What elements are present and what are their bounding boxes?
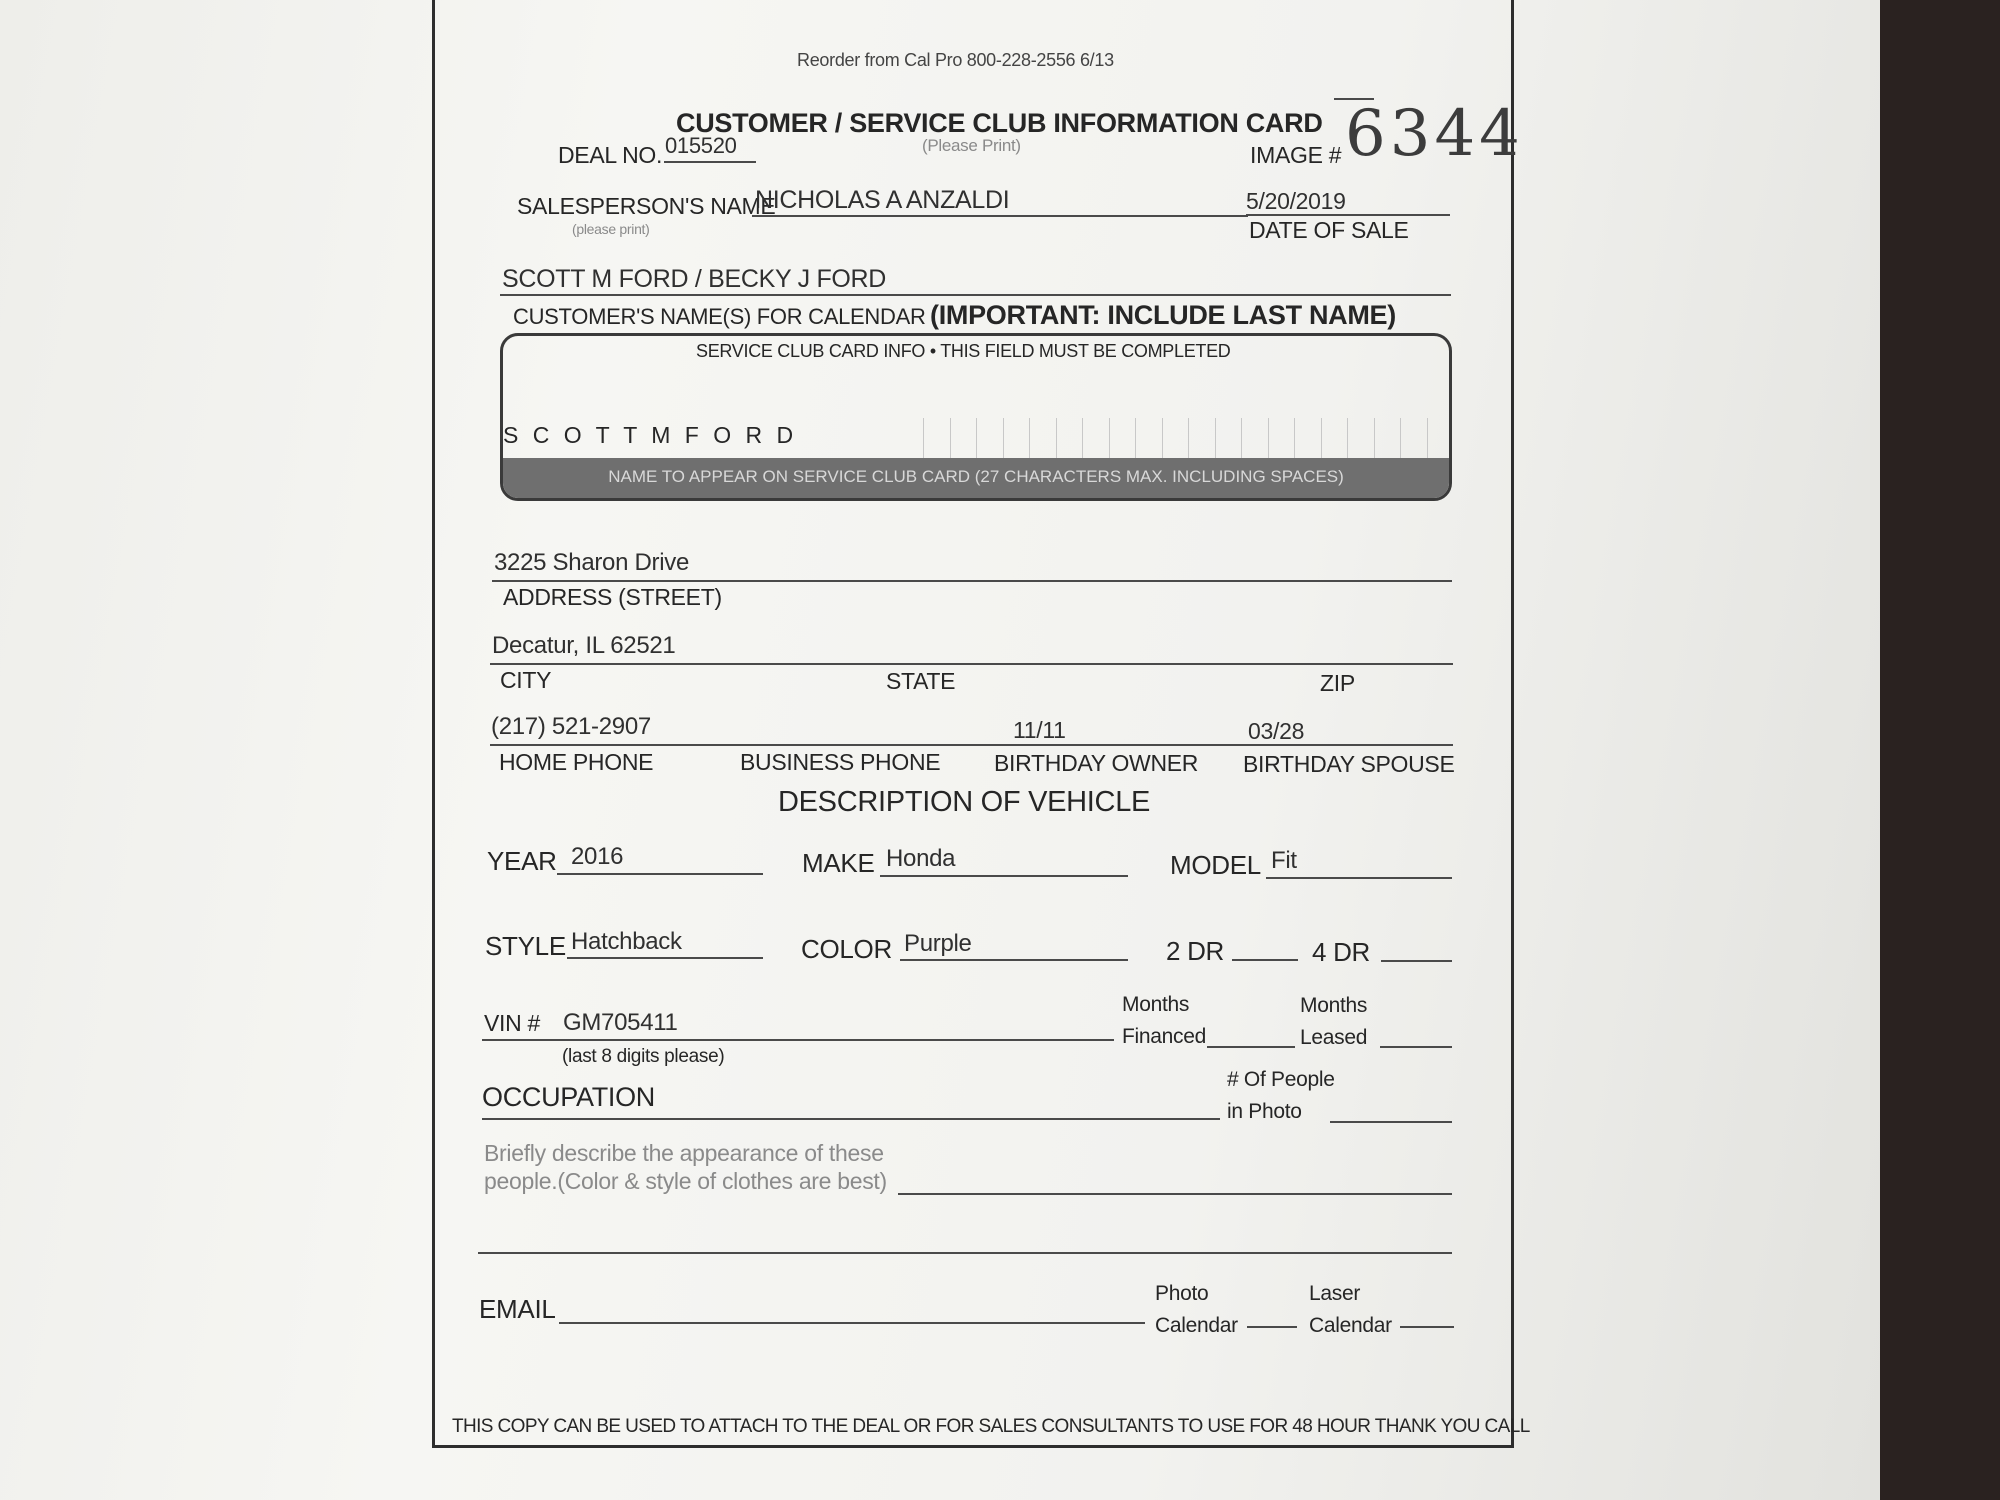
state-label: STATE bbox=[886, 668, 956, 694]
year-label: YEAR bbox=[487, 846, 557, 876]
months-financed-line bbox=[1207, 1046, 1295, 1048]
model-label: MODEL bbox=[1170, 850, 1261, 880]
describe-line-1: Briefly describe the appearance of these bbox=[484, 1140, 884, 1166]
email-label: EMAIL bbox=[479, 1294, 556, 1324]
months-financed-label-1: Months bbox=[1122, 993, 1190, 1016]
city-line bbox=[490, 663, 1453, 665]
service-club-name: S C O T T M F O R D bbox=[503, 422, 798, 448]
color-line bbox=[900, 959, 1128, 961]
laser-calendar-label-2: Calendar bbox=[1309, 1314, 1392, 1337]
deal-no-label: DEAL NO. bbox=[558, 142, 663, 168]
city-label: CITY bbox=[500, 667, 552, 693]
people-in-photo-label-1: # Of People bbox=[1227, 1068, 1335, 1091]
describe-extra-line bbox=[478, 1252, 1452, 1254]
vin-line bbox=[482, 1039, 1114, 1041]
birthday-owner-label: BIRTHDAY OWNER bbox=[994, 750, 1199, 776]
important-note: (IMPORTANT: INCLUDE LAST NAME) bbox=[930, 300, 1396, 330]
service-club-footer-bar bbox=[503, 458, 1449, 498]
two-door-line bbox=[1232, 959, 1298, 961]
zip-label: ZIP bbox=[1320, 670, 1355, 696]
image-label: IMAGE # bbox=[1250, 142, 1342, 168]
home-phone-value: (217) 521-2907 bbox=[491, 713, 651, 740]
service-club-box bbox=[500, 333, 1452, 501]
footer-note: THIS COPY CAN BE USED TO ATTACH TO THE DEAL OR FOR SALES CONSULTANTS TO USE FOR 48 HOUR THANK YOU CALL bbox=[452, 1416, 1530, 1437]
four-door-label: 4 DR bbox=[1312, 937, 1371, 967]
reorder-note: Reorder from Cal Pro 800-228-2556 6/13 bbox=[797, 50, 1114, 70]
service-club-footer: NAME TO APPEAR ON SERVICE CLUB CARD (27 CHARACTERS MAX. INCLUDING SPACES) bbox=[608, 467, 1344, 486]
style-label: STYLE bbox=[485, 931, 566, 961]
street-label: ADDRESS (STREET) bbox=[503, 584, 722, 610]
months-financed-label-2: Financed bbox=[1122, 1025, 1206, 1048]
months-leased-line bbox=[1380, 1046, 1452, 1048]
color-value: Purple bbox=[904, 930, 972, 957]
salesperson-value: NICHOLAS A ANZALDI bbox=[755, 186, 1010, 214]
photo-calendar-line bbox=[1247, 1326, 1297, 1328]
email-line bbox=[559, 1322, 1145, 1324]
two-door-label: 2 DR bbox=[1166, 936, 1225, 966]
salesperson-sub: (please print) bbox=[572, 221, 650, 237]
color-label: COLOR bbox=[801, 934, 892, 964]
customer-names-label: CUSTOMER'S NAME(S) FOR CALENDAR bbox=[513, 304, 926, 329]
describe-line-2: people.(Color & style of clothes are best) bbox=[484, 1168, 887, 1194]
vehicle-heading: DESCRIPTION OF VEHICLE bbox=[778, 786, 1151, 818]
vin-sub: (last 8 digits please) bbox=[562, 1046, 725, 1067]
year-line bbox=[557, 873, 763, 875]
photo-calendar-label-2: Calendar bbox=[1155, 1314, 1238, 1337]
laser-calendar-label-1: Laser bbox=[1309, 1282, 1361, 1305]
phones-line bbox=[490, 744, 1453, 746]
deal-no-value: 015520 bbox=[665, 133, 737, 158]
model-value: Fit bbox=[1271, 847, 1297, 874]
style-line bbox=[567, 957, 763, 959]
date-of-sale-line bbox=[1246, 214, 1450, 216]
people-in-photo-label-2: in Photo bbox=[1227, 1100, 1302, 1123]
service-club-header: SERVICE CLUB CARD INFO • THIS FIELD MUST BE COMPLETED bbox=[696, 341, 1231, 361]
business-phone-label: BUSINESS PHONE bbox=[740, 749, 941, 775]
form-title: CUSTOMER / SERVICE CLUB INFORMATION CARD bbox=[676, 108, 1323, 138]
birthday-owner-value: 11/11 bbox=[1013, 717, 1066, 743]
vin-value: GM705411 bbox=[563, 1009, 678, 1036]
image-number-handwritten: 6344 bbox=[1345, 97, 1524, 171]
model-line bbox=[1266, 877, 1452, 879]
customer-names-line bbox=[500, 294, 1451, 296]
months-leased-label-1: Months bbox=[1300, 994, 1368, 1017]
please-print-note: (Please Print) bbox=[922, 136, 1021, 155]
make-value: Honda bbox=[886, 845, 956, 872]
people-in-photo-line bbox=[1330, 1121, 1452, 1123]
city-value: Decatur, IL 62521 bbox=[492, 632, 676, 659]
deal-no-line bbox=[664, 161, 756, 163]
date-of-sale-value: 5/20/2019 bbox=[1246, 188, 1346, 214]
customer-names-value: SCOTT M FORD / BECKY J FORD bbox=[502, 265, 887, 293]
street-value: 3225 Sharon Drive bbox=[494, 549, 690, 576]
year-value: 2016 bbox=[571, 843, 624, 870]
birthday-spouse-label: BIRTHDAY SPOUSE bbox=[1243, 751, 1455, 777]
character-cells bbox=[923, 418, 1452, 458]
date-of-sale-label: DATE OF SALE bbox=[1249, 217, 1409, 243]
salesperson-line bbox=[752, 215, 1248, 217]
make-label: MAKE bbox=[802, 848, 875, 878]
occupation-label: OCCUPATION bbox=[482, 1082, 656, 1112]
photo-calendar-label-1: Photo bbox=[1155, 1282, 1209, 1305]
vin-label: VIN # bbox=[484, 1010, 541, 1036]
make-line bbox=[880, 875, 1128, 877]
salesperson-label: SALESPERSON'S NAME bbox=[517, 193, 776, 219]
birthday-spouse-value: 03/28 bbox=[1248, 718, 1305, 744]
street-line bbox=[492, 580, 1452, 582]
four-door-line bbox=[1381, 960, 1452, 962]
months-leased-label-2: Leased bbox=[1300, 1026, 1368, 1049]
describe-line bbox=[898, 1193, 1452, 1195]
occupation-line bbox=[482, 1118, 1220, 1120]
laser-calendar-line bbox=[1400, 1326, 1454, 1328]
home-phone-label: HOME PHONE bbox=[499, 749, 654, 775]
style-value: Hatchback bbox=[571, 928, 682, 955]
